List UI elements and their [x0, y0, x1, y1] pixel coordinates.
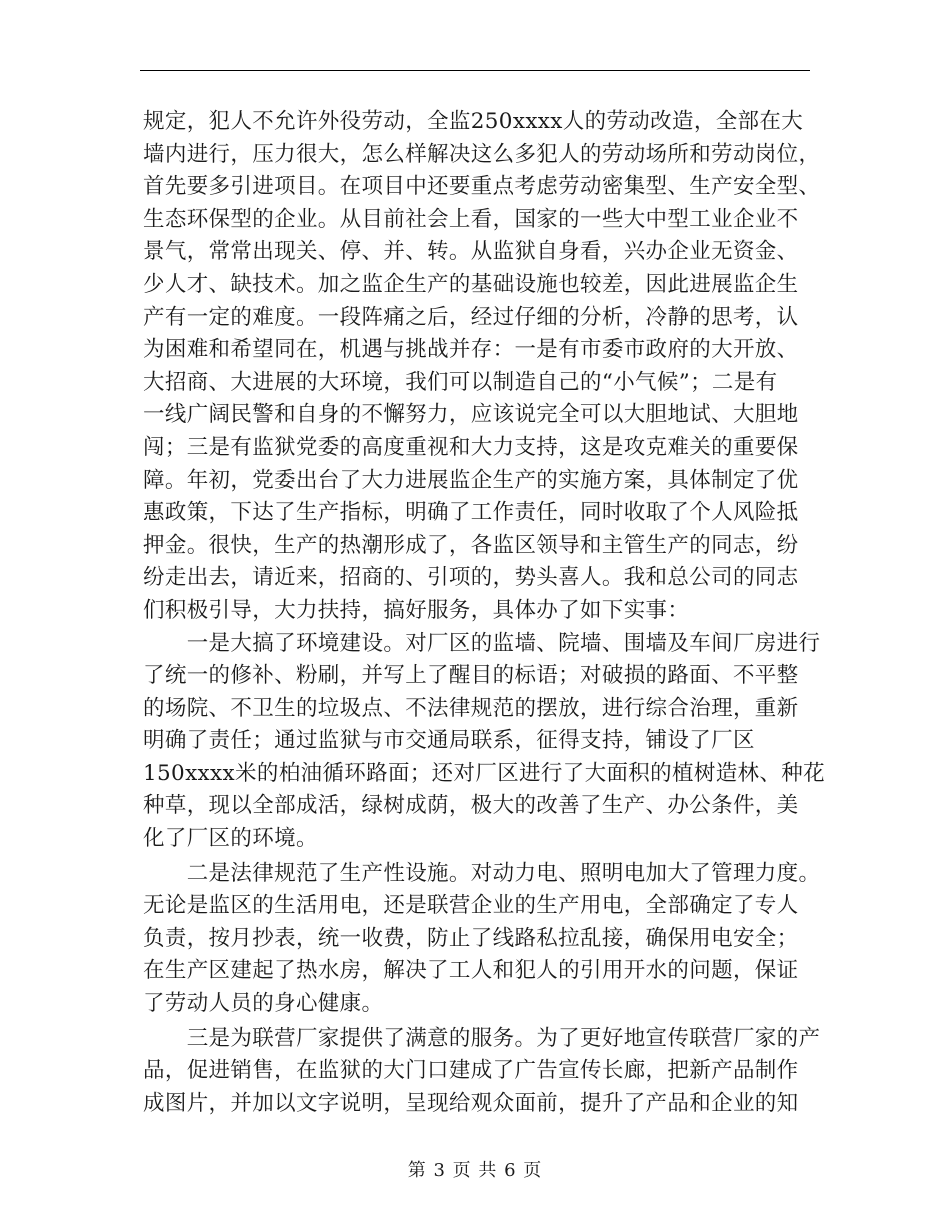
text-line: 产有一定的难度。一段阵痛之后，经过仔细的分析，冷静的思考，认	[143, 304, 799, 330]
footer-middle: 页 共	[452, 1160, 498, 1181]
text-line: 品，促进销售，在监狱的大门口建成了广告宣传长廊，把新产品制作	[143, 1058, 799, 1084]
text-line: 少人才、缺技术。加之监企生产的基础设施也较差，因此进展监企生	[143, 271, 799, 297]
paragraph-2	[143, 628, 825, 856]
footer-prefix: 第	[407, 1160, 427, 1181]
text-line: 闯；三是有监狱党委的高度重视和大力支持，这是攻克难关的重要保	[143, 434, 799, 460]
text-line: 们积极引导，大力扶持，搞好服务，具体办了如下实事：	[143, 597, 690, 623]
text-line: 为困难和希望同在，机遇与挑战并存：一是有市委市政府的大开放、	[143, 337, 799, 363]
paragraph-4	[143, 1023, 821, 1121]
text-line: 惠政策，下达了生产指标，明确了工作责任，同时收取了个人风险抵	[143, 500, 799, 526]
text-line: 景气，常常出现关、停、并、转。从监狱自身看，兴办企业无资金、	[143, 239, 799, 265]
text-line: 在生产区建起了热水房，解决了工人和犯人的引用开水的问题，保证	[143, 958, 799, 984]
current-page-number: 3	[433, 1160, 446, 1181]
text-line: 的场院、不卫生的垃圾点、不法律规范的摆放，进行综合治理，重新	[143, 695, 799, 721]
text-line: 成图片，并加以文字说明，呈现给观众面前，提升了产品和企业的知	[143, 1090, 799, 1116]
text-line: 化了厂区的环境。	[143, 826, 318, 852]
text-line: 押金。很快，生产的热潮形成了，各监区领导和主管生产的同志，纷	[143, 532, 799, 558]
total-pages-number: 6	[504, 1160, 517, 1181]
text-line: 二是法律规范了生产性设施。对动力电、照明电加大了管理力度。	[143, 860, 821, 886]
text-line: 生态环保型的企业。从目前社会上看，国家的一些大中型工业企业不	[143, 206, 799, 232]
footer-suffix: 页	[523, 1160, 543, 1181]
text-line: 规定，犯人不允许外役劳动，全监250xxxx人的劳动改造，全部在大	[143, 109, 804, 134]
text-line: 了统一的修补、粉刷，并写上了醒目的标语；对破损的路面、不平整	[143, 663, 799, 689]
text-line: 无论是监区的生活用电，还是联营企业的生产用电，全部确定了专人	[143, 893, 799, 919]
text-line: 种草，现以全部成活，绿树成荫，极大的改善了生产、办公条件，美	[143, 793, 799, 819]
page-footer	[0, 1156, 950, 1182]
text-line: 大招商、大进展的大环境，我们可以制造自己的“小气候”；二是有	[143, 369, 778, 395]
header-rule	[140, 70, 810, 71]
text-line: 障。年初，党委出台了大力进展监企生产的实施方案，具体制定了优	[143, 467, 799, 493]
text-line: 一线广阔民警和自身的不懈努力，应该说完全可以大胆地试、大胆地	[143, 402, 799, 428]
text-line: 一是大搞了环境建设。对厂区的监墙、院墙、围墙及车间厂房进行	[143, 630, 821, 656]
text-line: 纷走出去，请近来，招商的、引项的，势头喜人。我和总公司的同志	[143, 565, 799, 591]
text-line: 三是为联营厂家提供了满意的服务。为了更好地宣传联营厂家的产	[143, 1025, 821, 1051]
text-line: 150xxxx米的柏油循环路面；还对厂区进行了大面积的植树造林、种花	[143, 760, 825, 786]
text-line: 负责，按月抄表，统一收费，防止了线路私拉乱接，确保用电安全；	[143, 925, 799, 951]
text-line: 了劳动人员的身心健康。	[143, 991, 384, 1017]
paragraph-3	[143, 858, 821, 1021]
text-line: 首先要多引进项目。在项目中还要重点考虑劳动密集型、生产安全型、	[143, 174, 821, 200]
text-line: 墙内进行，压力很大，怎么样解决这么多犯人的劳动场所和劳动岗位，	[143, 141, 821, 167]
paragraph-1	[143, 106, 821, 628]
text-line: 明确了责任；通过监狱与市交通局联系，征得支持，铺设了厂区	[143, 728, 755, 754]
document-body	[143, 106, 825, 1120]
